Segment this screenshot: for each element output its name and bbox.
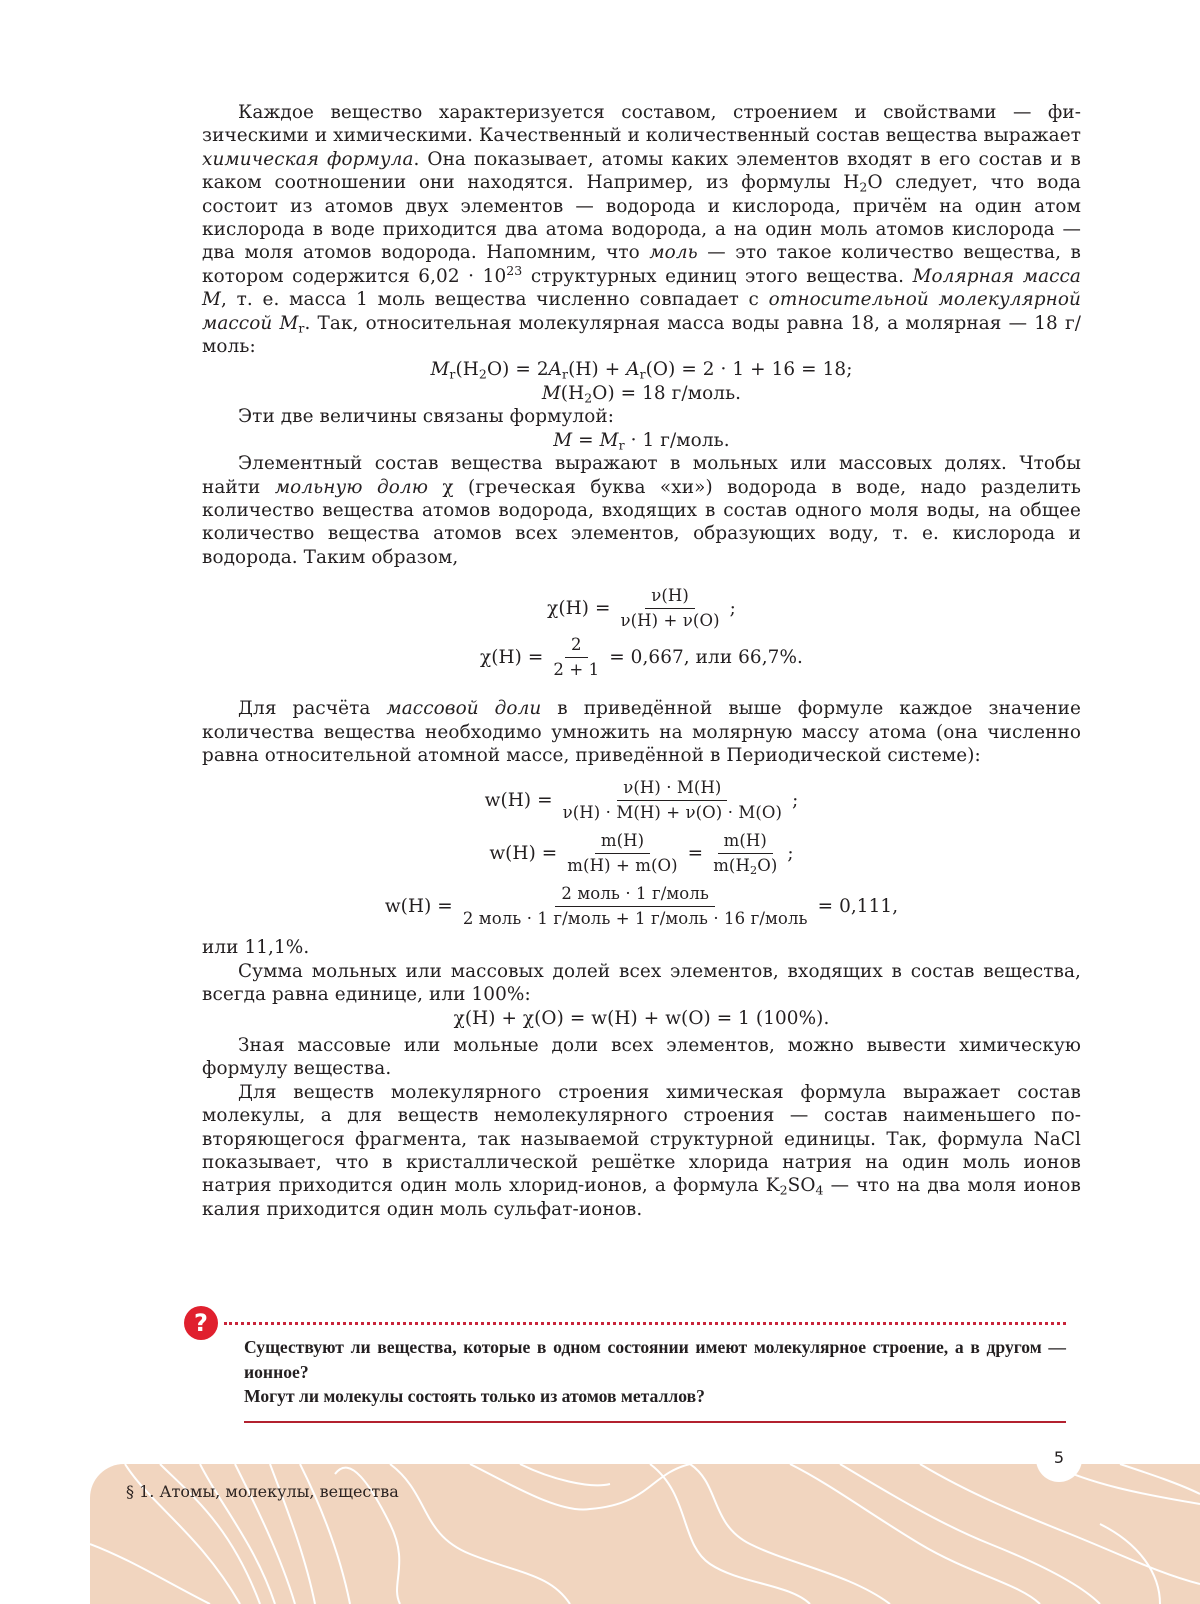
symbol: M xyxy=(430,359,450,381)
paragraph-structure xyxy=(202,1081,1081,1221)
paragraph-relation: Эти две величины связаны формулой: xyxy=(238,406,615,428)
formula-sum: χ(H) + χ(O) = w(H) + w(O) = 1 (100%). xyxy=(453,1007,830,1029)
subscript: r xyxy=(639,366,646,382)
text: Каждое вещество характеризуется составом, строением и свойствами — физическими и химическими. Качественный и количественный состав вещества выражает xyxy=(202,102,1081,147)
symbol: M xyxy=(541,382,561,404)
text: Для веществ молекулярного строения химическая формула выражает состав молекулы, а для веществ немолекулярного строения — состав наименьшего повторяющегося фрагмента, так называемой структурной единицы. Так, формула NaCl показывает, что в кристаллической решётке хлорида натрия на один моль ионов натрия приходится один моль хлорид-ионов, а формула K xyxy=(202,1081,1081,1197)
text: . Она показывает, атомы каких элементов входят в его состав и в каком соотношении они находятся. Например, из формулы H xyxy=(202,148,1081,194)
symbol: M xyxy=(599,429,619,451)
text: = 0,111, xyxy=(817,896,899,918)
denominator xyxy=(707,854,783,877)
lhs: χ(H) = xyxy=(479,646,544,668)
formula-chi-general xyxy=(202,585,1081,632)
numerator: m(H) xyxy=(718,830,773,854)
text: O следует, что вода состоит из атомов двух элементов — водорода и кислорода, причём на один атом кислорода в воде приходится два атома водорода, а на один моль атомов кислорода — два моля атомов водорода. Напомним, что xyxy=(202,172,1081,264)
text: Элементный состав вещества выражают в мольных или массовых долях. Чтобы найти xyxy=(202,453,1081,498)
text: (O) = 2 · 1 + 16 = 18; xyxy=(645,359,853,381)
subscript: 4 xyxy=(815,1182,824,1198)
denominator: 2 моль · 1 г/моль + 1 г/моль · 16 г/моль xyxy=(462,909,808,929)
paragraph-percent: или 11,1%. xyxy=(202,937,310,959)
paragraph-chemical-formula xyxy=(202,101,1081,358)
formula-w-value xyxy=(202,883,1081,930)
paragraph-derive-formula: Зная массовые или мольные доли всех элементов, можно вывести химическую формулу вещества. xyxy=(202,1034,1081,1080)
denominator: m(H) + m(O) xyxy=(567,856,678,876)
formula-chi-value xyxy=(202,634,1081,681)
formula-w-general xyxy=(202,777,1081,824)
text: O) = 18 г/моль. xyxy=(592,382,742,404)
text: ; xyxy=(792,790,799,812)
denominator: 2 + 1 xyxy=(553,660,600,680)
numerator: ν(H) xyxy=(645,585,695,609)
subscript: 2 xyxy=(859,179,868,195)
superscript: 23 xyxy=(506,262,523,278)
symbol: M xyxy=(553,429,573,451)
text: — что на два моля ионов калия приходится один моль сульфат-ионов. xyxy=(202,1175,1081,1220)
lhs: w(H) = xyxy=(484,790,553,812)
fraction xyxy=(557,777,788,824)
term-mass-fraction: массовой доли xyxy=(386,698,542,720)
text: , т. е. масса 1 моль вещества численно совпадает с xyxy=(220,289,769,311)
running-title: § 1. Атомы, молекулы, вещества xyxy=(126,1482,399,1501)
lhs: w(H) = xyxy=(384,896,453,918)
numerator: 2 моль · 1 г/моль xyxy=(555,883,715,907)
numerator: ν(H) · M(H) xyxy=(617,777,727,801)
fraction xyxy=(707,830,783,877)
text: — это такое количество вещества, в котором содержится 6,02 · 10 xyxy=(202,242,1082,287)
formula-m-mr xyxy=(202,429,1081,452)
text: · 1 г/моль. xyxy=(624,429,730,451)
fraction xyxy=(547,634,605,681)
text: = xyxy=(572,429,600,451)
formula-mr-water xyxy=(202,358,1081,381)
text: m(H xyxy=(713,856,750,876)
paragraph-mole-fraction xyxy=(202,452,1081,569)
text: Для расчёта xyxy=(238,698,387,720)
formula-m-water xyxy=(202,382,1081,405)
subscript: 2 xyxy=(779,1182,788,1198)
term-chemical-formula: химическая формула xyxy=(202,148,414,170)
page-body xyxy=(202,101,1081,1221)
questions-bottom-rule xyxy=(244,1421,1066,1423)
denominator: ν(H) · M(H) + ν(O) · M(O) xyxy=(562,803,783,823)
dotted-divider xyxy=(224,1322,1066,1325)
text: структурных единиц этого вещества. xyxy=(522,265,913,287)
subscript: 2 xyxy=(478,366,487,382)
paragraph-sum: Сумма мольных или массовых долей всех элементов, входящих в состав вещества, всегда равна единице, или 100%: xyxy=(202,960,1081,1006)
text: O) xyxy=(757,856,778,876)
text: (H xyxy=(455,359,479,381)
subscript: 2 xyxy=(749,864,758,878)
lhs: χ(H) = xyxy=(547,597,611,619)
text: (H) + xyxy=(568,359,627,381)
text: (H xyxy=(560,382,585,404)
symbol: A xyxy=(626,359,640,381)
text: O) = 2 xyxy=(486,359,549,381)
question-mark-icon: ? xyxy=(184,1306,218,1340)
text: SO xyxy=(787,1175,816,1197)
text: = xyxy=(687,843,704,865)
formula-w-mass xyxy=(202,830,1081,877)
fraction xyxy=(614,585,725,632)
term-relative-molecular-mass: относительной молекулярной массой M xyxy=(202,289,1081,334)
subscript: r xyxy=(449,366,456,382)
text: χ (греческая буква «хи») водорода в воде, надо разделить количество вещества атомов водорода, входящих в состав одного моля воды, на общее количество вещества атомов всех элементов, образующих воду, т. е. кислорода и водорода. Таким образом, xyxy=(202,476,1081,568)
subscript: 2 xyxy=(584,390,593,406)
page-number: 5 xyxy=(1036,1436,1082,1482)
subscript: r xyxy=(618,437,625,453)
term-molar-mass: Молярная масса M xyxy=(202,265,1081,311)
term-mole: моль xyxy=(649,242,698,264)
questions-list xyxy=(244,1335,1066,1409)
text: в приведённой выше формуле каждое значение количества вещества необходимо умножить на молярную массу атома (она численно равна относительной атомной массе, приведённой в Периодической системе): xyxy=(202,698,1081,766)
term-mole-fraction: мольную долю xyxy=(274,476,428,498)
text: ; xyxy=(787,843,794,865)
symbol: A xyxy=(548,359,563,381)
text: ; xyxy=(729,597,736,619)
numerator: m(H) xyxy=(595,830,650,854)
text: = 0,667, или 66,7%. xyxy=(609,646,803,668)
numerator: 2 xyxy=(565,634,588,658)
question-1: Существуют ли вещества, которые в одном состоянии имеют молекулярное строение, а в другом — ионное? xyxy=(244,1337,1066,1382)
question-2: Могут ли молекулы состоять только из атомов металлов? xyxy=(244,1386,705,1406)
fraction xyxy=(457,883,814,930)
lhs: w(H) = xyxy=(489,843,558,865)
subscript: r xyxy=(298,320,305,336)
subscript: r xyxy=(562,366,569,382)
paragraph-mass-fraction xyxy=(202,697,1081,767)
text: . Так, относительная молекулярная масса воды равна 18, а молярная — 18 г/моль: xyxy=(202,312,1081,358)
denominator: ν(H) + ν(O) xyxy=(620,611,720,631)
fraction xyxy=(561,830,683,877)
